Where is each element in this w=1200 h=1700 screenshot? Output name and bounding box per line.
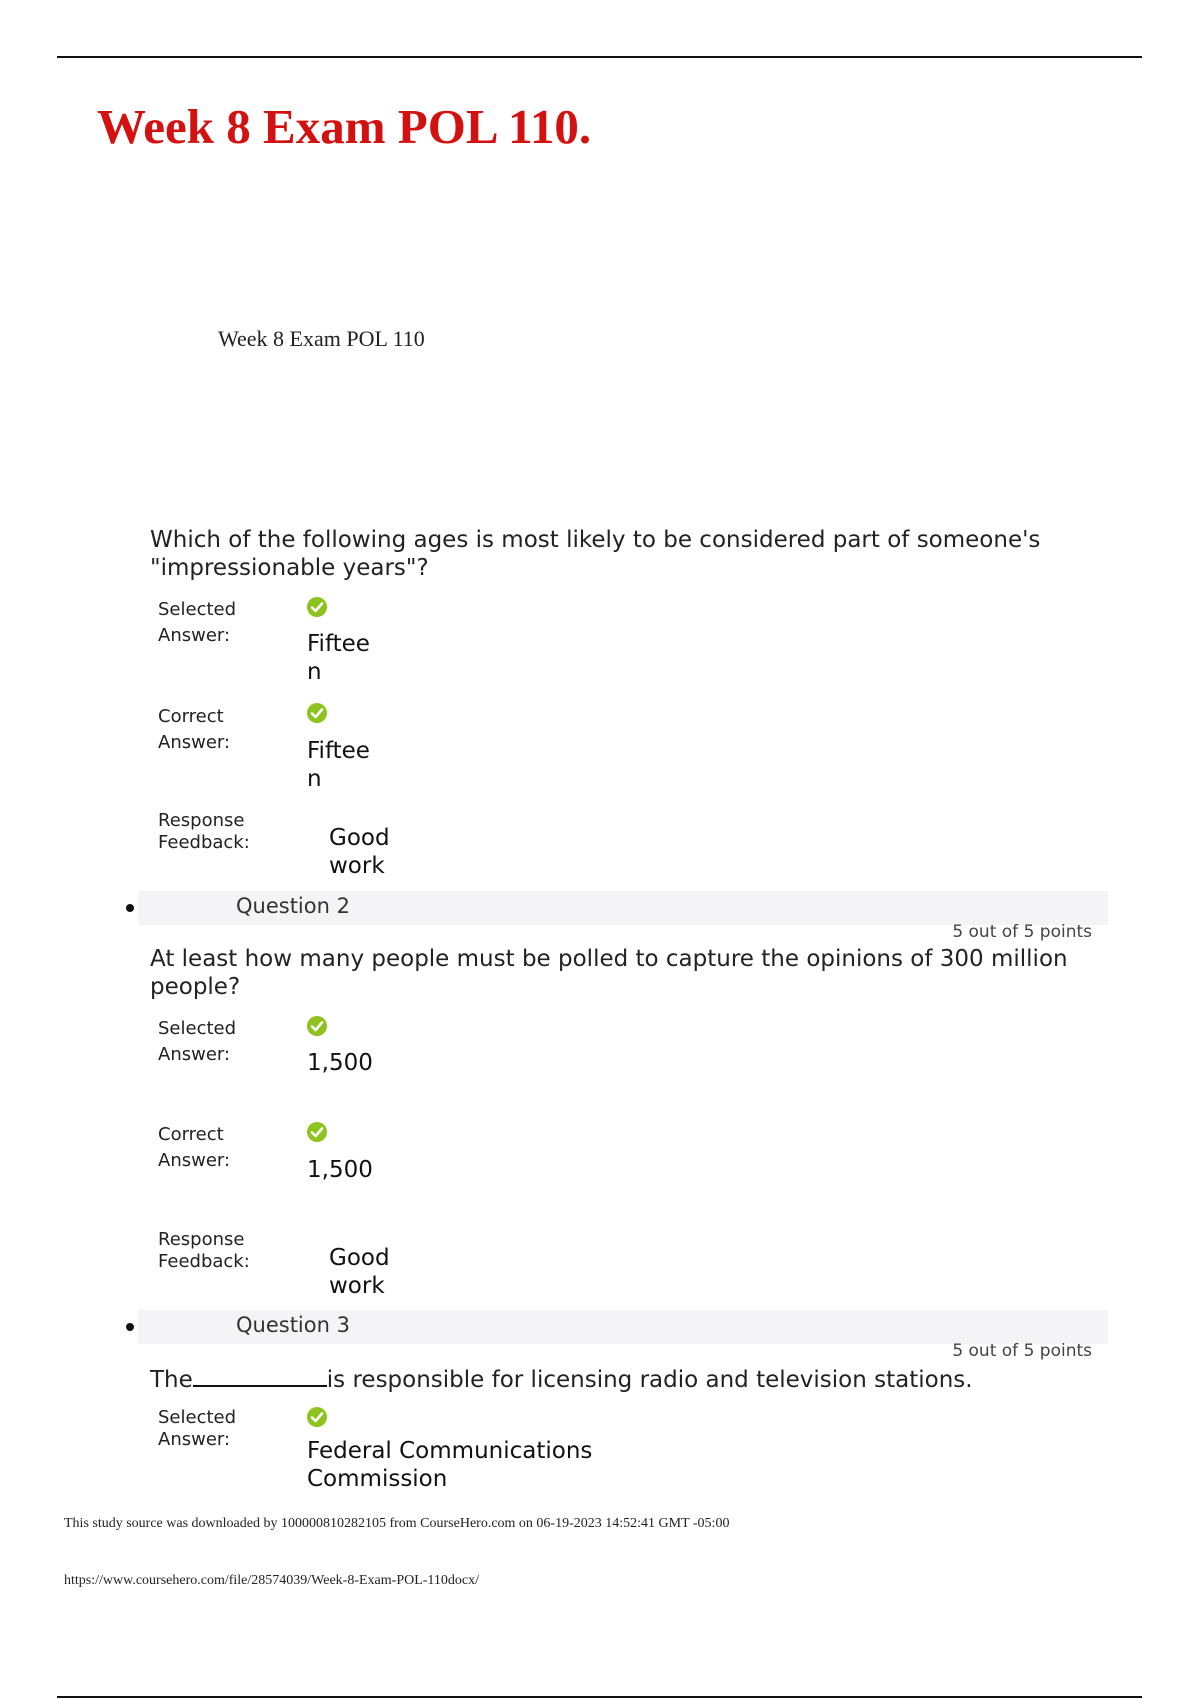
correct-answer-label: Correct Answer:: [158, 706, 231, 753]
download-source-note: This study source was downloaded by 100000810282105 from CourseHero.com on 06-19-2023 14:52:41 GMT -05:00: [64, 1516, 730, 1531]
response-feedback-label: Response Feedback:: [158, 1229, 250, 1272]
correct-check-icon: [307, 597, 327, 617]
top-rule: [57, 56, 1142, 58]
correct-check-icon: [307, 1016, 327, 1036]
question-3-text: The is responsible for licensing radio and television stations.: [150, 1367, 973, 1393]
correct-answer-label: Correct Answer:: [158, 1124, 231, 1171]
list-bullet: [126, 904, 134, 912]
question-1-feedback: Good work: [329, 825, 390, 879]
selected-answer-label: Selected Answer:: [158, 1018, 237, 1065]
question-1-selected-answer: Fifteen: [307, 631, 370, 685]
correct-check-icon: [307, 1407, 327, 1427]
response-feedback-label: Response Feedback:: [158, 810, 250, 853]
source-url[interactable]: https://www.coursehero.com/file/28574039/Week-8-Exam-POL-110docx/: [64, 1573, 480, 1588]
document-subtitle: Week 8 Exam POL 110: [218, 326, 425, 351]
question-2-correct-answer: 1,500: [307, 1157, 373, 1183]
selected-answer-label: Selected Answer:: [158, 1407, 237, 1450]
question-3-points: 5 out of 5 points: [952, 1341, 1092, 1361]
question-3-title: Question 3: [236, 1313, 350, 1337]
correct-check-icon: [307, 703, 327, 723]
question-2-title: Question 2: [236, 894, 350, 918]
list-bullet: [126, 1323, 134, 1331]
question-2-selected-answer: 1,500: [307, 1050, 373, 1076]
question-3-selected-answer: Federal Communications Commission: [307, 1438, 593, 1492]
fill-in-blank: [193, 1365, 327, 1387]
selected-answer-label: Selected Answer:: [158, 599, 237, 646]
question-1-text: Which of the following ages is most likely to be considered part of someone's "impressionable years"?: [150, 527, 1041, 581]
question-2-feedback: Good work: [329, 1245, 390, 1299]
question-2-points: 5 out of 5 points: [952, 922, 1092, 942]
correct-check-icon: [307, 1122, 327, 1142]
question-1-correct-answer: Fifteen: [307, 738, 370, 792]
question-2-text: At least how many people must be polled to capture the opinions of 300 million people?: [150, 946, 1068, 1000]
bottom-rule: [57, 1696, 1142, 1698]
document-title: Week 8 Exam POL 110.: [97, 99, 592, 154]
